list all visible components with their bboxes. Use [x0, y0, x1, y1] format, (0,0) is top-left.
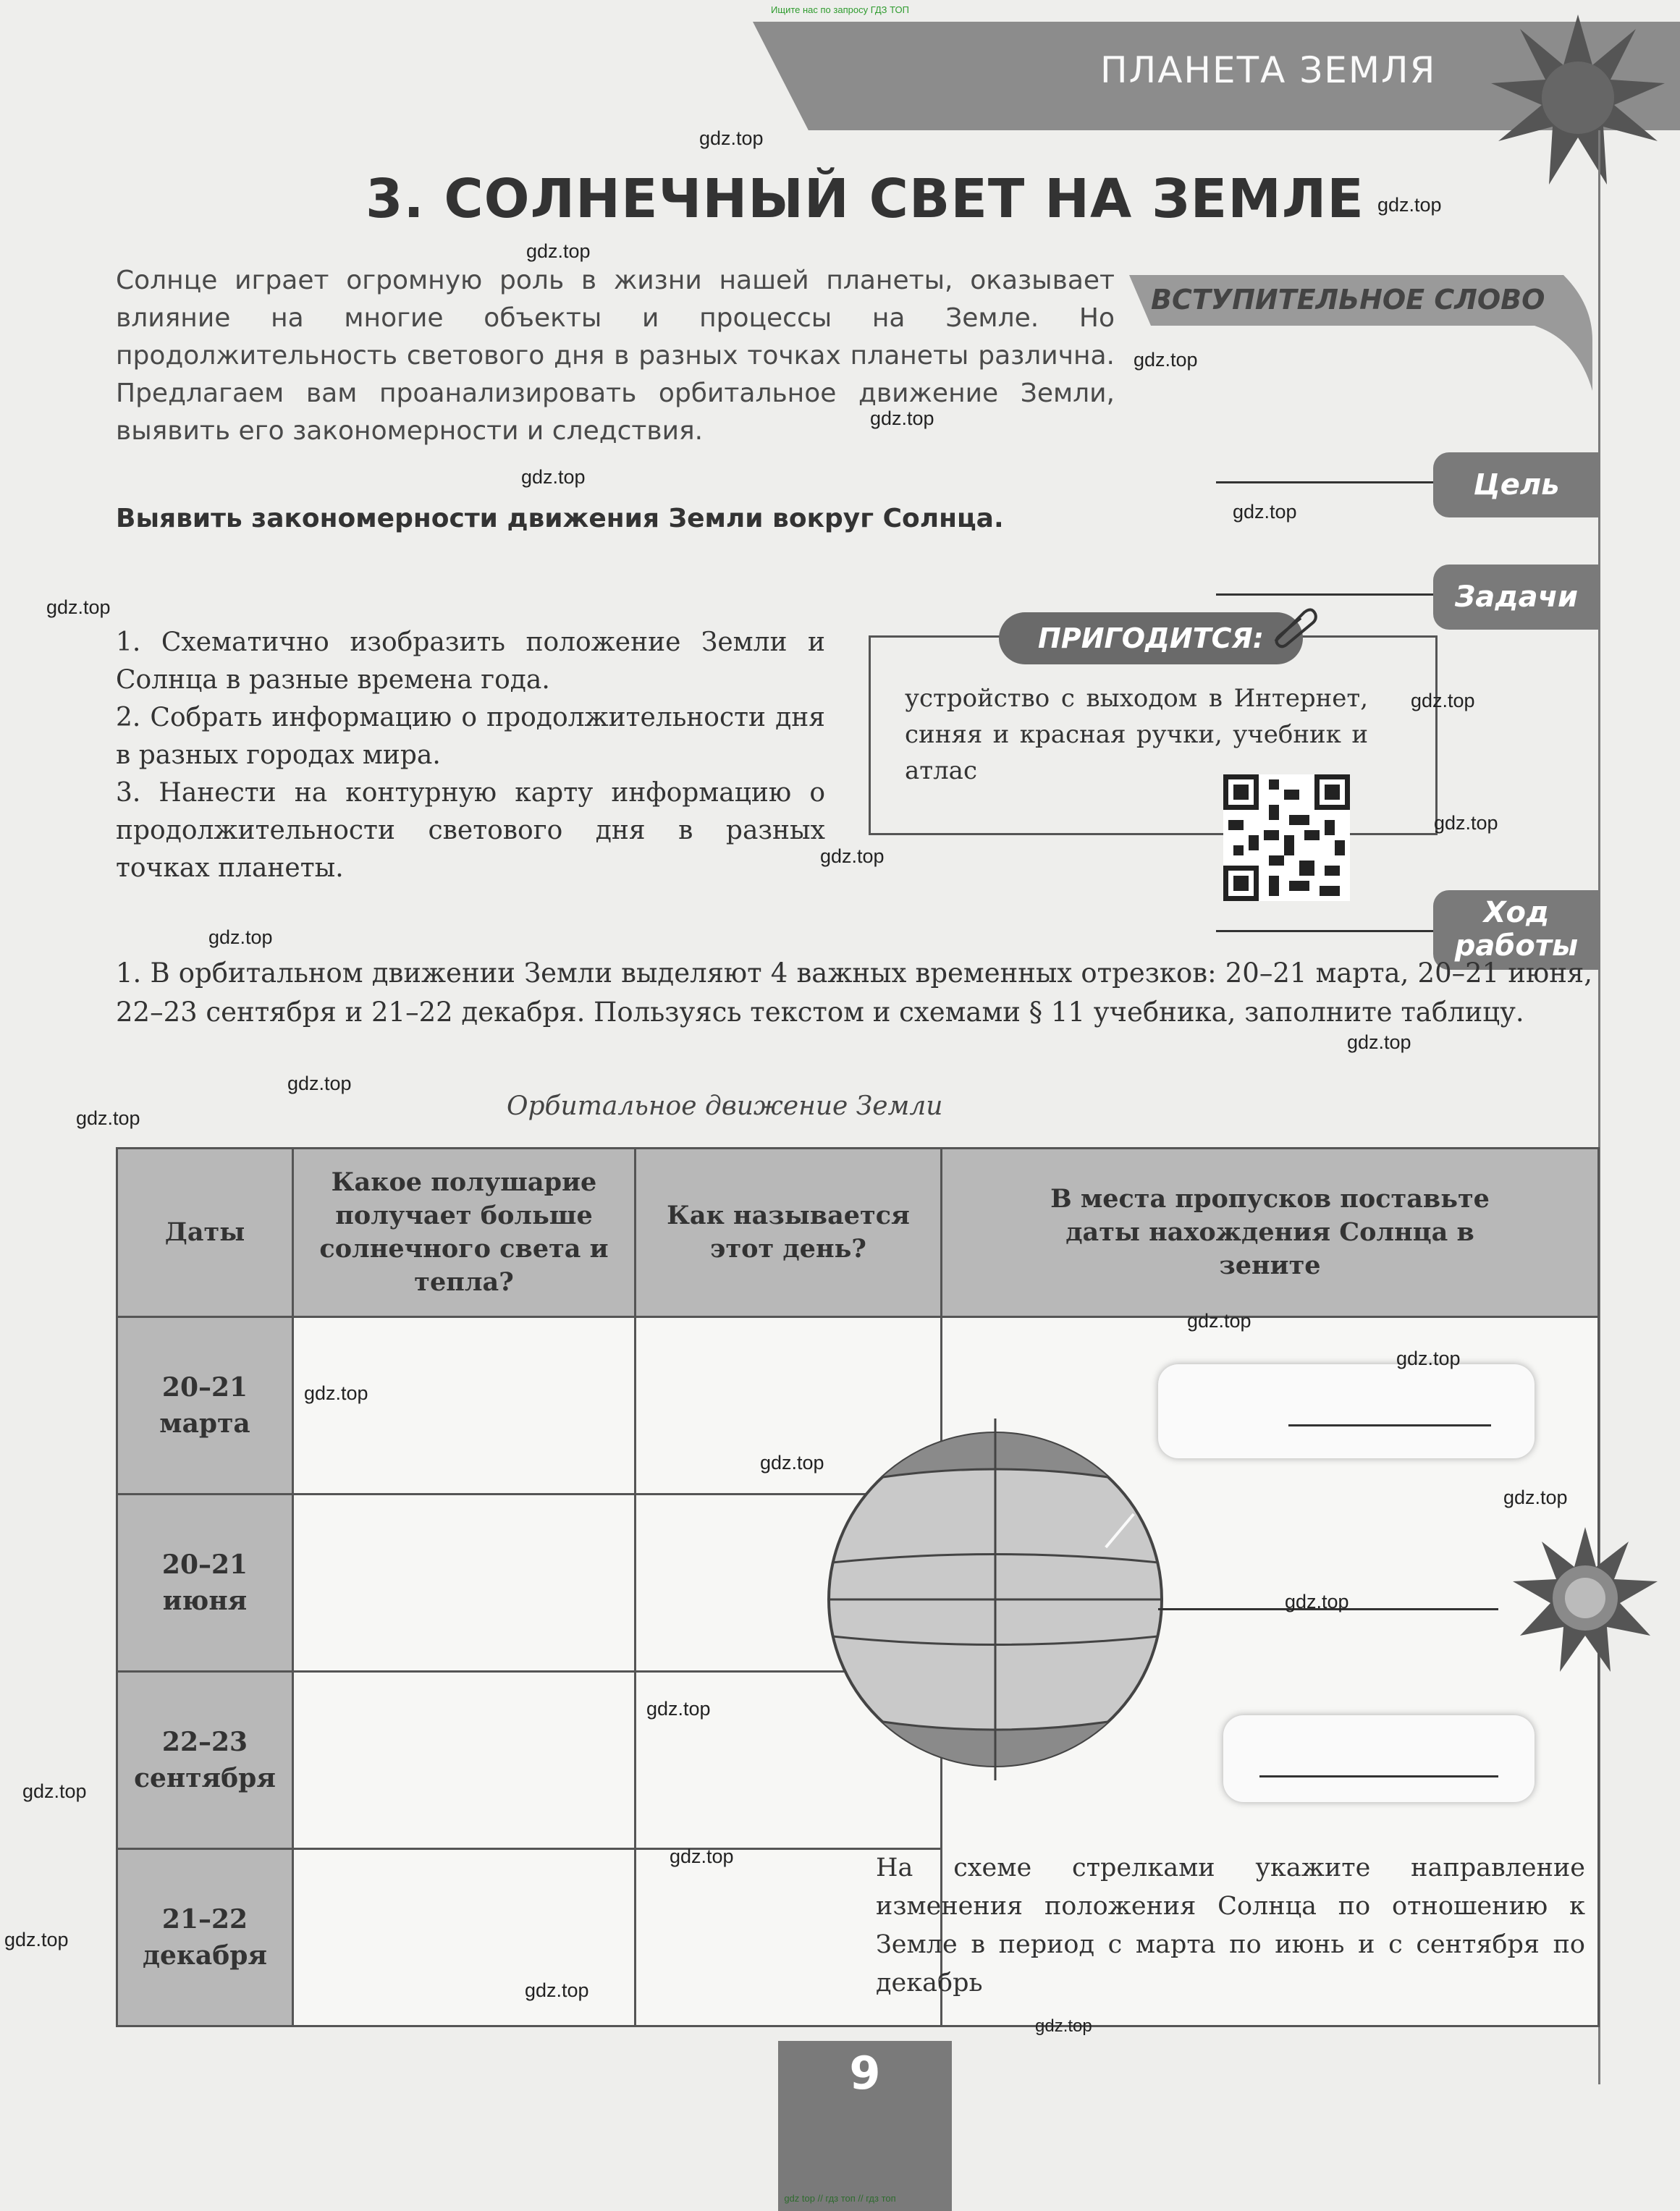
callout-bottom: [1223, 1715, 1535, 1802]
tasks-list: [116, 624, 825, 887]
workflow-line: [1216, 930, 1440, 932]
globe-diagram: [825, 1419, 1165, 1780]
intro-ribbon: [1129, 261, 1592, 391]
hemisphere-answer-cell[interactable]: [293, 1672, 636, 1849]
watermark: gdz.top: [670, 1846, 734, 1867]
watermark: gdz.top: [1134, 349, 1198, 371]
watermark: gdz.top: [1285, 1591, 1349, 1612]
top-banner: Ищите нас по запросу ГДЗ ТОП: [771, 4, 909, 15]
header-dates: Даты: [117, 1149, 293, 1317]
watermark: gdz.top: [760, 1452, 824, 1474]
watermark: gdz.top: [1233, 501, 1297, 523]
watermark: gdz.top: [1396, 1348, 1461, 1369]
paperclip-icon: [1268, 605, 1319, 648]
watermark: gdz.top: [208, 926, 273, 948]
watermark: gdz.top: [287, 1073, 352, 1094]
watermark: gdz.top: [870, 407, 934, 429]
watermark: gdz.top: [4, 1929, 69, 1950]
intro-label: ВСТУПИТЕЛЬНОЕ СЛОВО: [1151, 284, 1545, 316]
watermark: gdz.top: [526, 240, 591, 262]
watermark: gdz.top: [1347, 1031, 1411, 1053]
date-cell: 22–23 сентября: [117, 1672, 293, 1849]
callout-top-line[interactable]: [1288, 1424, 1491, 1426]
section-title: ПЛАНЕТА ЗЕМЛЯ: [1100, 49, 1437, 91]
table-caption: Орбитальное движение Земли: [507, 1091, 943, 1121]
watermark: gdz.top: [820, 845, 885, 867]
header-day-name: Как называется этот день?: [636, 1149, 942, 1317]
goal-text: Выявить закономерности движения Земли вокруг Солнца.: [116, 504, 1004, 533]
page-title: 3. СОЛНЕЧНЫЙ СВЕТ НА ЗЕМЛЕ: [366, 168, 1364, 230]
watermark: gdz.top: [1187, 1310, 1251, 1332]
watermark: gdz.top: [1503, 1487, 1568, 1508]
watermark: gdz.top: [525, 1979, 589, 2001]
sun-icon: [1513, 1527, 1658, 1672]
goal-line: [1216, 481, 1440, 483]
watermark: gdz.top: [699, 127, 764, 149]
header-hemisphere: Какое полушарие получает больше солнечного света и тепла?: [293, 1149, 636, 1317]
intro-text: Солнце играет огромную роль в жизни нашей планеты, оказывает влияние на многие объекты и процессы на Земле. Но продолжительность светового дня в разных точках планеты различна. Предлагаем вам проанализировать орбитальное движение Земли, выявить его закономерности и следствия.: [116, 266, 1115, 446]
workflow-label: Ход работы: [1433, 890, 1600, 970]
watermark: gdz.top: [1411, 690, 1475, 711]
watermark: gdz.top: [76, 1107, 140, 1129]
watermark: gdz.top: [22, 1780, 87, 1802]
date-cell: 20–21 июня: [117, 1495, 293, 1672]
watermark: gdz.top: [1434, 812, 1498, 834]
watermark: gdz.top: [1377, 194, 1442, 216]
hemisphere-answer-cell[interactable]: [293, 1317, 636, 1495]
callout-bottom-line[interactable]: [1259, 1775, 1498, 1777]
task-item: 2. Собрать информацию о продолжительности дня в разных городах мира.: [116, 703, 825, 770]
globe-instruction: На схеме стрелками укажите направление изменения положения Солнца по отношению к Земле в период с марта по июнь и с сентября по декабрь: [876, 1853, 1585, 1997]
sun-star-icon: [1491, 14, 1665, 188]
header-zenith: В места пропусков поставьте даты нахождения Солнца в зените: [942, 1149, 1599, 1317]
task-item: 3. Нанести на контурную карту информацию о продолжительности светового дня в разных точках планеты.: [116, 778, 825, 883]
tasks-line: [1216, 593, 1440, 596]
date-cell: 21–22 декабря: [117, 1849, 293, 2026]
tasks-label: Задачи: [1433, 565, 1600, 630]
useful-text: устройство с выходом в Интернет, синяя и красная ручки, учебник и атлас: [905, 684, 1368, 785]
page-number: 9: [778, 2041, 952, 2211]
watermark: gdz.top: [521, 466, 586, 488]
goal-label: Цель: [1433, 452, 1600, 517]
hemisphere-answer-cell[interactable]: [293, 1495, 636, 1672]
footer: gdz top // гдз топ // гдз топ: [784, 2193, 896, 2204]
watermark: gdz.top: [1035, 2016, 1092, 2036]
callout-top: [1158, 1364, 1535, 1458]
qr-code-icon: [1223, 774, 1350, 901]
watermark: gdz.top: [304, 1382, 368, 1404]
date-cell: 20–21 марта: [117, 1317, 293, 1495]
task-item: 1. Схематично изобразить положение Земли и Солнца в разные времена года.: [116, 627, 825, 695]
watermark: gdz.top: [646, 1698, 711, 1720]
task1-text: 1. В орбитальном движении Земли выделяют 4 важных временных отрезков: 20–21 марта, 20–21 июня, 22–23 сентября и 21–22 декабря. Пользуясь текстом и схемами § 11 учебника, заполните таблицу.: [116, 957, 1592, 1028]
useful-label: ПРИГОДИТСЯ:: [999, 612, 1303, 664]
watermark: gdz.top: [46, 596, 111, 618]
